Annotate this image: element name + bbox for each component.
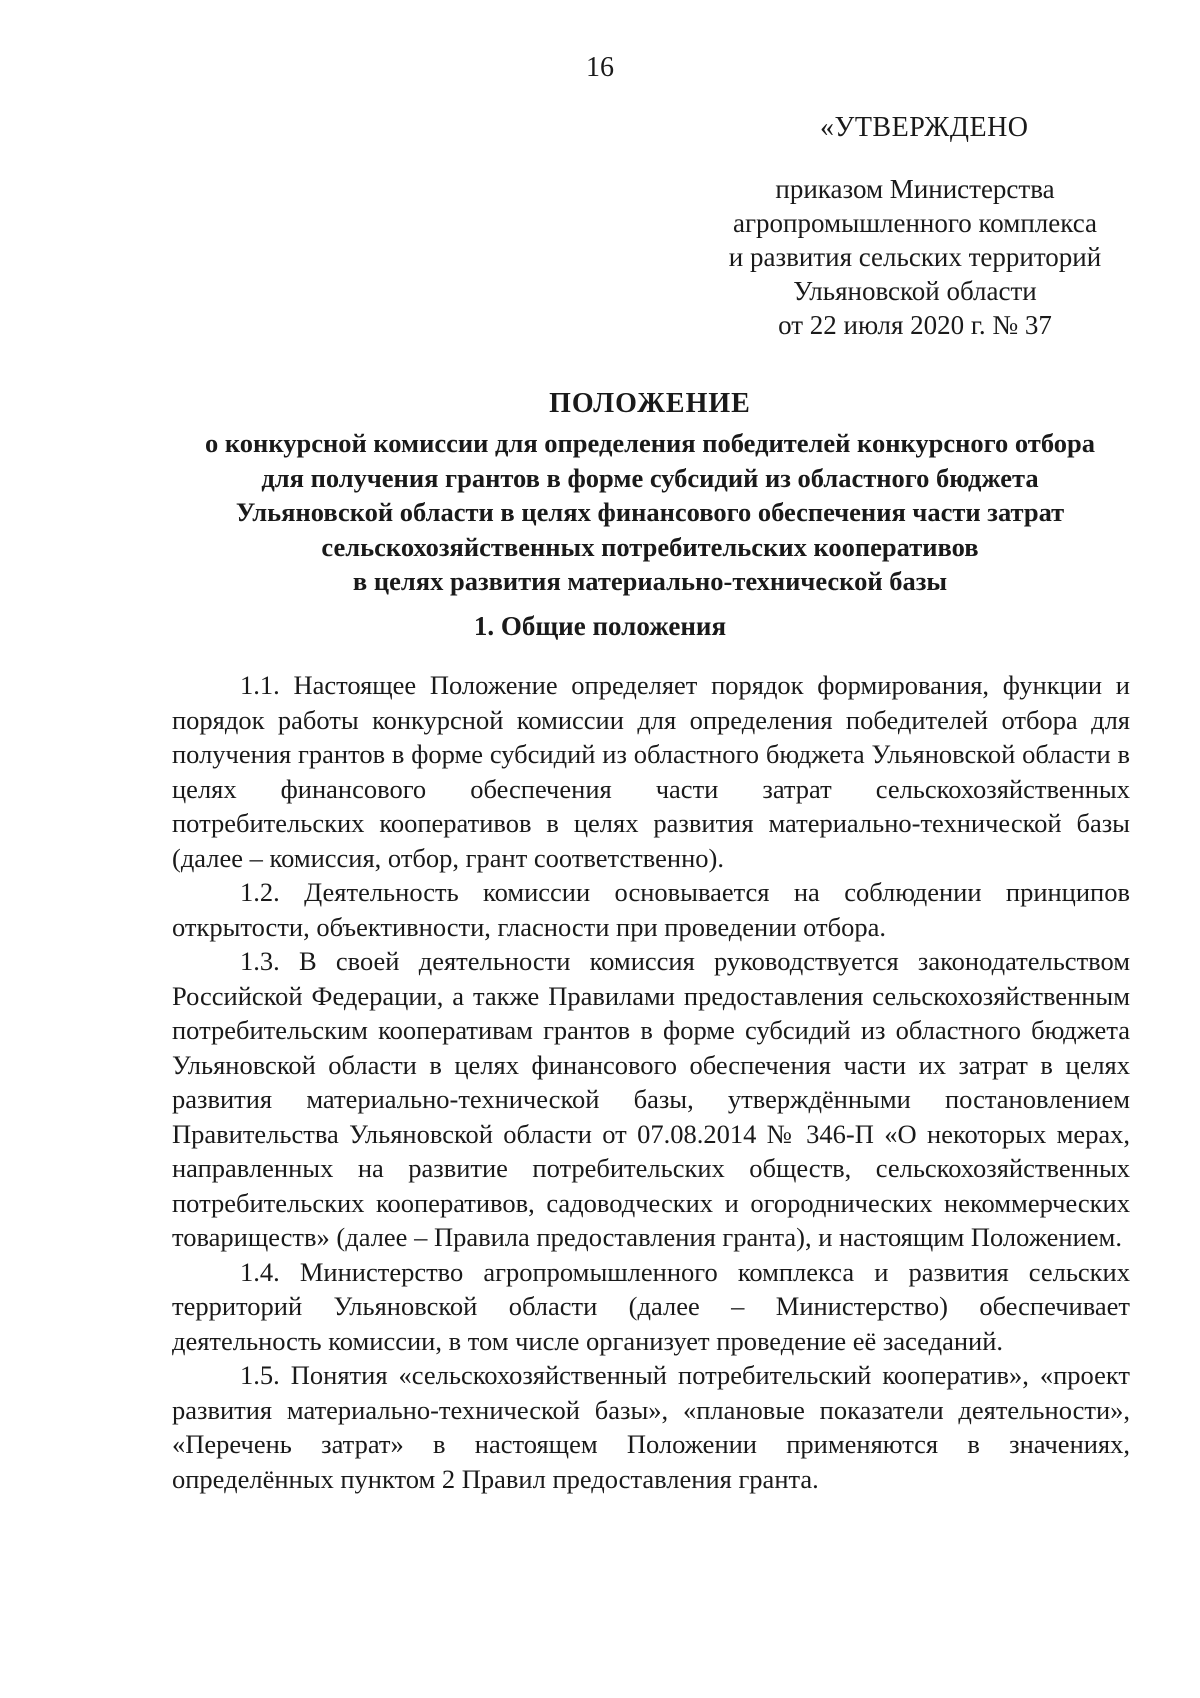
approval-line: от 22 июля 2020 г. № 37 [778, 310, 1052, 340]
approved-stamp-label: «УТВЕРЖДЕНО [820, 112, 1029, 143]
title-sub-line: для получения грантов в форме субсидий из областного бюджета [261, 462, 1039, 493]
paragraph-1-3: 1.3. В своей деятельности комиссия руководствуется законодательством Российской Федерации, а также Правилами предоставления сельскохозяйственным потребительским кооперативам грантов в форме субсидий из областного бюджета Ульяновской области в целях финансового обеспечения части их затрат в целях развития материально-технической базы, утверждёнными постановлением Правительства Ульяновской области от 07.08.2014 № 346-П «О некоторых мерах, направленных на развитие потребительских обществ, сельскохозяйственных потребительских кооперативов, садоводческих и огороднических некоммерческих товариществ» (далее – Правила предоставления гранта), и настоящим Положением. [172, 946, 1130, 1252]
title-sub-line: сельскохозяйственных потребительских кооперативов [321, 531, 979, 562]
title-main: ПОЛОЖЕНИЕ [549, 388, 751, 419]
section-body [172, 668, 1130, 1496]
paragraph-1-1: 1.1. Настоящее Положение определяет порядок формирования, функции и порядок работы конкурсной комиссии для определения победителей отбора для получения грантов в форме субсидий из областного бюджета Ульяновской области в целях финансового обеспечения части затрат сельскохозяйственных потребительских кооперативов в целях развития материально-технической базы (далее – комиссия, отбор, грант соответственно). [172, 670, 1130, 873]
approval-line: агропромышленного комплекса [733, 208, 1097, 238]
approval-line: и развития сельских территорий [728, 242, 1102, 272]
paragraph-1-4: 1.4. Министерство агропромышленного комплекса и развития сельских территорий Ульяновской области (далее – Министерство) обеспечивает деятельность комиссии, в том числе организует проведение её заседаний. [172, 1256, 1130, 1356]
document-title [160, 386, 1140, 599]
page-number: 16 [586, 52, 614, 83]
approval-block [700, 172, 1130, 342]
title-sub-line: Ульяновской области в целях финансового обеспечения части затрат [235, 497, 1065, 527]
paragraph-1-5: 1.5. Понятия «сельскохозяйственный потребительский кооператив», «проект развития материально-технической базы», «плановые показатели деятельности», «Перечень затрат» в настоящем Положении применяются в значениях, определённых пунктом 2 Правил предоставления гранта. [172, 1360, 1130, 1494]
section-heading: 1. Общие положения [473, 611, 727, 641]
title-sub-line: о конкурсной комиссии для определения победителей конкурсного отбора [205, 428, 1095, 458]
title-sub-line: в целях развития материально-технической базы [352, 566, 948, 596]
paragraph-1-2: 1.2. Деятельность комиссии основывается на соблюдении принципов открытости, объективности, гласности при проведении отбора. [172, 877, 1130, 942]
approval-line: Ульяновской области [793, 276, 1037, 306]
approval-line: приказом Министерства [775, 174, 1055, 204]
title-subtitle [160, 426, 1140, 599]
